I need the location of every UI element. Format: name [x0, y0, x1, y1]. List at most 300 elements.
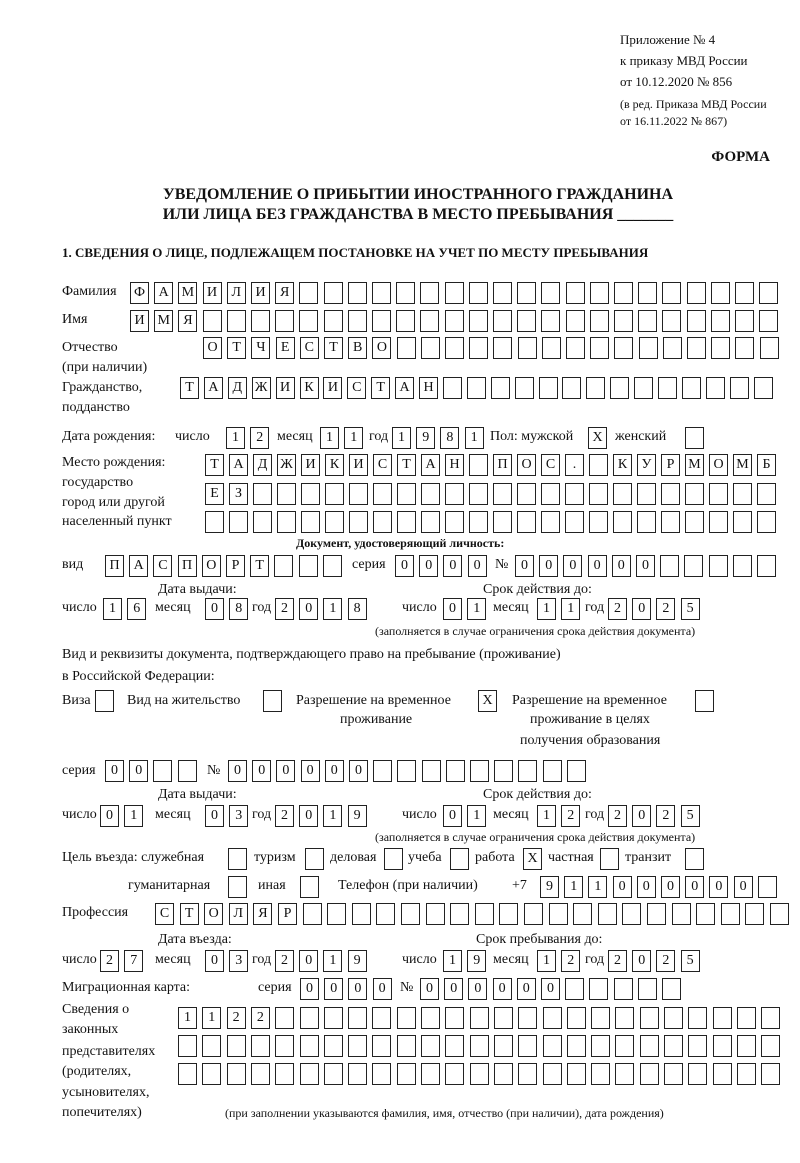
profession-cell[interactable]: Р	[278, 903, 297, 925]
mc-number-cell[interactable]	[638, 978, 657, 1000]
reps-cell[interactable]	[615, 1035, 634, 1057]
reps-cell[interactable]	[761, 1063, 780, 1085]
reps-cell[interactable]	[251, 1063, 270, 1085]
reps-cell[interactable]	[591, 1035, 610, 1057]
reps-cell[interactable]	[275, 1063, 294, 1085]
temp-edu-checkbox[interactable]	[695, 690, 714, 712]
purpose-work-checkbox[interactable]: X	[523, 848, 542, 870]
reps-cell[interactable]	[348, 1007, 367, 1029]
surname-cell[interactable]	[614, 282, 633, 304]
purpose-official-checkbox[interactable]	[228, 848, 247, 870]
birth-month-cell[interactable]: 1	[344, 427, 363, 449]
reps-cell[interactable]	[688, 1007, 707, 1029]
birth-place-cell[interactable]	[493, 483, 512, 505]
surname-cell[interactable]	[590, 282, 609, 304]
reps-cell[interactable]	[591, 1063, 610, 1085]
stay-until-day-cell[interactable]: 9	[467, 950, 486, 972]
stay-number-cell[interactable]: 0	[325, 760, 344, 782]
valid-day-cell[interactable]: 0	[443, 598, 462, 620]
phone-cell[interactable]: 0	[709, 876, 728, 898]
citizenship-cell[interactable]: А	[204, 377, 223, 399]
reps-cell[interactable]	[543, 1035, 562, 1057]
stay-number-cell[interactable]	[518, 760, 537, 782]
stay-until-year-cell[interactable]: 2	[608, 950, 627, 972]
issue-year-cell[interactable]: 0	[299, 598, 318, 620]
name-cell[interactable]	[711, 310, 730, 332]
surname-cell[interactable]	[711, 282, 730, 304]
purpose-study-checkbox[interactable]	[450, 848, 469, 870]
profession-cell[interactable]	[770, 903, 789, 925]
citizenship-cell[interactable]: А	[395, 377, 414, 399]
stay-number-cell[interactable]	[567, 760, 586, 782]
birth-place-cell[interactable]	[757, 511, 776, 533]
purpose-humanitarian-checkbox[interactable]	[228, 876, 247, 898]
patronymic-cell[interactable]	[639, 337, 658, 359]
stay-number-cell[interactable]	[470, 760, 489, 782]
profession-cell[interactable]	[696, 903, 715, 925]
entry-year-cell[interactable]: 0	[299, 950, 318, 972]
id-kind-cell[interactable]: П	[105, 555, 124, 577]
valid-day-cell[interactable]: 0	[443, 805, 462, 827]
citizenship-cell[interactable]: Т	[180, 377, 199, 399]
birth-place-cell[interactable]	[637, 511, 656, 533]
mc-number-cell[interactable]: 0	[541, 978, 560, 1000]
phone-cell[interactable]	[758, 876, 777, 898]
issue-month-cell[interactable]: 0	[205, 805, 224, 827]
patronymic-cell[interactable]	[566, 337, 585, 359]
entry-day-cell[interactable]: 2	[100, 950, 119, 972]
reps-cell[interactable]	[713, 1035, 732, 1057]
citizenship-cell[interactable]	[658, 377, 677, 399]
id-number-cell[interactable]: 0	[539, 555, 558, 577]
reps-cell[interactable]: 1	[178, 1007, 197, 1029]
valid-day-cell[interactable]: 1	[467, 805, 486, 827]
birth-place-cell[interactable]	[373, 483, 392, 505]
birth-place-cell[interactable]	[517, 483, 536, 505]
reps-cell[interactable]	[761, 1035, 780, 1057]
reps-cell[interactable]	[640, 1035, 659, 1057]
birth-place-cell[interactable]: Т	[205, 454, 224, 476]
surname-cell[interactable]	[299, 282, 318, 304]
reps-cell[interactable]	[372, 1063, 391, 1085]
profession-cell[interactable]	[499, 903, 518, 925]
surname-cell[interactable]	[759, 282, 778, 304]
reps-cell[interactable]	[470, 1007, 489, 1029]
stay-until-year-cell[interactable]: 2	[656, 950, 675, 972]
reps-cell[interactable]	[324, 1063, 343, 1085]
reps-cell[interactable]	[421, 1035, 440, 1057]
patronymic-cell[interactable]: Т	[324, 337, 343, 359]
reps-cell[interactable]	[640, 1007, 659, 1029]
birth-place-cell[interactable]: О	[709, 454, 728, 476]
citizenship-cell[interactable]: Д	[228, 377, 247, 399]
reps-cell[interactable]	[688, 1063, 707, 1085]
id-kind-cell[interactable]	[274, 555, 293, 577]
phone-cell[interactable]: 0	[661, 876, 680, 898]
stay-series-cell[interactable]	[153, 760, 172, 782]
valid-year-cell[interactable]: 5	[681, 805, 700, 827]
id-kind-cell[interactable]: А	[129, 555, 148, 577]
birth-year-cell[interactable]: 8	[440, 427, 459, 449]
profession-cell[interactable]: Я	[253, 903, 272, 925]
reps-cell[interactable]	[761, 1007, 780, 1029]
reps-cell[interactable]	[494, 1063, 513, 1085]
reps-cell[interactable]	[445, 1035, 464, 1057]
reps-cell[interactable]	[713, 1063, 732, 1085]
patronymic-cell[interactable]	[590, 337, 609, 359]
birth-place-cell[interactable]: И	[349, 454, 368, 476]
reps-cell[interactable]	[300, 1035, 319, 1057]
birth-place-cell[interactable]: Т	[397, 454, 416, 476]
reps-cell[interactable]	[178, 1063, 197, 1085]
reps-cell[interactable]	[178, 1035, 197, 1057]
issue-year-cell[interactable]: 9	[348, 805, 367, 827]
birth-day-cell[interactable]: 2	[250, 427, 269, 449]
stay-until-year-cell[interactable]: 5	[681, 950, 700, 972]
surname-cell[interactable]	[541, 282, 560, 304]
profession-cell[interactable]	[475, 903, 494, 925]
id-kind-cell[interactable]: Т	[250, 555, 269, 577]
entry-month-cell[interactable]: 3	[229, 950, 248, 972]
valid-month-cell[interactable]: 1	[561, 598, 580, 620]
surname-cell[interactable]	[566, 282, 585, 304]
birth-place-cell[interactable]	[589, 454, 608, 476]
reps-cell[interactable]	[227, 1063, 246, 1085]
reps-cell[interactable]	[494, 1007, 513, 1029]
reps-cell[interactable]	[737, 1035, 756, 1057]
reps-cell[interactable]	[543, 1007, 562, 1029]
id-number-cell[interactable]: 0	[563, 555, 582, 577]
entry-month-cell[interactable]: 0	[205, 950, 224, 972]
id-number-cell[interactable]: 0	[636, 555, 655, 577]
id-number-cell[interactable]: 0	[515, 555, 534, 577]
patronymic-cell[interactable]: Е	[276, 337, 295, 359]
reps-cell[interactable]	[421, 1007, 440, 1029]
birth-place-cell[interactable]	[565, 483, 584, 505]
citizenship-cell[interactable]: И	[323, 377, 342, 399]
issue-year-cell[interactable]: 1	[323, 805, 342, 827]
citizenship-cell[interactable]	[706, 377, 725, 399]
reps-cell[interactable]	[713, 1007, 732, 1029]
profession-cell[interactable]	[549, 903, 568, 925]
birth-place-cell[interactable]	[637, 483, 656, 505]
surname-cell[interactable]	[420, 282, 439, 304]
stay-until-year-cell[interactable]: 0	[632, 950, 651, 972]
mc-series-cell[interactable]: 0	[324, 978, 343, 1000]
reps-cell[interactable]	[397, 1007, 416, 1029]
reps-cell[interactable]	[664, 1035, 683, 1057]
patronymic-cell[interactable]	[663, 337, 682, 359]
reps-cell[interactable]	[397, 1063, 416, 1085]
entry-year-cell[interactable]: 9	[348, 950, 367, 972]
patronymic-cell[interactable]	[760, 337, 779, 359]
citizenship-cell[interactable]	[491, 377, 510, 399]
surname-cell[interactable]	[687, 282, 706, 304]
visa-checkbox[interactable]	[95, 690, 114, 712]
birth-place-cell[interactable]	[397, 511, 416, 533]
reps-cell[interactable]	[664, 1063, 683, 1085]
reps-cell[interactable]	[445, 1007, 464, 1029]
phone-cell[interactable]: 0	[685, 876, 704, 898]
stay-number-cell[interactable]	[373, 760, 392, 782]
birth-place-cell[interactable]	[541, 483, 560, 505]
mc-number-cell[interactable]	[614, 978, 633, 1000]
reps-cell[interactable]	[615, 1007, 634, 1029]
name-cell[interactable]	[493, 310, 512, 332]
valid-year-cell[interactable]: 0	[632, 805, 651, 827]
birth-place-cell[interactable]	[421, 483, 440, 505]
phone-cell[interactable]: 0	[613, 876, 632, 898]
name-cell[interactable]	[541, 310, 560, 332]
name-cell[interactable]	[275, 310, 294, 332]
birth-place-cell[interactable]	[685, 511, 704, 533]
valid-month-cell[interactable]: 2	[561, 805, 580, 827]
birth-place-cell[interactable]	[565, 511, 584, 533]
birth-place-cell[interactable]: Е	[205, 483, 224, 505]
patronymic-cell[interactable]	[735, 337, 754, 359]
reps-cell[interactable]	[737, 1063, 756, 1085]
birth-place-cell[interactable]	[253, 483, 272, 505]
citizenship-cell[interactable]: Ж	[252, 377, 271, 399]
stay-number-cell[interactable]	[446, 760, 465, 782]
profession-cell[interactable]	[303, 903, 322, 925]
id-series-cell[interactable]: 0	[443, 555, 462, 577]
birth-place-cell[interactable]	[205, 511, 224, 533]
id-series-cell[interactable]: 0	[468, 555, 487, 577]
patronymic-cell[interactable]	[469, 337, 488, 359]
birth-place-cell[interactable]: А	[421, 454, 440, 476]
entry-year-cell[interactable]: 2	[275, 950, 294, 972]
birth-place-cell[interactable]: М	[685, 454, 704, 476]
stay-number-cell[interactable]	[397, 760, 416, 782]
profession-cell[interactable]	[745, 903, 764, 925]
valid-month-cell[interactable]: 1	[537, 598, 556, 620]
reps-cell[interactable]	[275, 1035, 294, 1057]
reps-cell[interactable]	[567, 1007, 586, 1029]
surname-cell[interactable]: Ф	[130, 282, 149, 304]
surname-cell[interactable]	[445, 282, 464, 304]
valid-year-cell[interactable]: 0	[632, 598, 651, 620]
surname-cell[interactable]	[348, 282, 367, 304]
issue-year-cell[interactable]: 2	[275, 598, 294, 620]
reps-cell[interactable]	[324, 1007, 343, 1029]
mc-number-cell[interactable]: 0	[444, 978, 463, 1000]
birth-place-cell[interactable]	[325, 483, 344, 505]
mc-number-cell[interactable]: 0	[468, 978, 487, 1000]
profession-cell[interactable]	[524, 903, 543, 925]
citizenship-cell[interactable]	[754, 377, 773, 399]
reps-cell[interactable]	[615, 1063, 634, 1085]
birth-place-cell[interactable]: С	[541, 454, 560, 476]
birth-place-cell[interactable]	[613, 483, 632, 505]
reps-cell[interactable]	[300, 1007, 319, 1029]
name-cell[interactable]	[251, 310, 270, 332]
birth-place-cell[interactable]	[541, 511, 560, 533]
phone-cell[interactable]: 1	[588, 876, 607, 898]
surname-cell[interactable]	[517, 282, 536, 304]
reps-cell[interactable]	[275, 1007, 294, 1029]
purpose-transit-checkbox[interactable]	[685, 848, 704, 870]
stay-until-month-cell[interactable]: 1	[537, 950, 556, 972]
birth-place-cell[interactable]	[229, 511, 248, 533]
reps-cell[interactable]	[421, 1063, 440, 1085]
profession-cell[interactable]	[672, 903, 691, 925]
stay-number-cell[interactable]: 0	[252, 760, 271, 782]
birth-place-cell[interactable]: Р	[661, 454, 680, 476]
phone-cell[interactable]: 0	[734, 876, 753, 898]
surname-cell[interactable]	[372, 282, 391, 304]
birth-place-cell[interactable]	[277, 511, 296, 533]
purpose-private-checkbox[interactable]	[600, 848, 619, 870]
citizenship-cell[interactable]	[539, 377, 558, 399]
surname-cell[interactable]: Я	[275, 282, 294, 304]
birth-place-cell[interactable]: З	[229, 483, 248, 505]
birth-place-cell[interactable]	[397, 483, 416, 505]
birth-place-cell[interactable]	[349, 511, 368, 533]
birth-place-cell[interactable]	[445, 511, 464, 533]
mc-number-cell[interactable]: 0	[517, 978, 536, 1000]
name-cell[interactable]	[420, 310, 439, 332]
reps-cell[interactable]	[567, 1063, 586, 1085]
citizenship-cell[interactable]	[610, 377, 629, 399]
purpose-business-checkbox[interactable]	[384, 848, 403, 870]
name-cell[interactable]: Я	[178, 310, 197, 332]
reps-cell[interactable]	[445, 1063, 464, 1085]
birth-place-cell[interactable]: П	[493, 454, 512, 476]
surname-cell[interactable]: И	[251, 282, 270, 304]
birth-place-cell[interactable]	[517, 511, 536, 533]
id-number-cell[interactable]	[709, 555, 728, 577]
stay-number-cell[interactable]: 0	[301, 760, 320, 782]
stay-number-cell[interactable]	[494, 760, 513, 782]
patronymic-cell[interactable]	[542, 337, 561, 359]
id-number-cell[interactable]	[757, 555, 776, 577]
birth-place-cell[interactable]	[445, 483, 464, 505]
birth-place-cell[interactable]: О	[517, 454, 536, 476]
reps-cell[interactable]	[737, 1007, 756, 1029]
issue-year-cell[interactable]: 0	[299, 805, 318, 827]
profession-cell[interactable]	[327, 903, 346, 925]
reps-cell[interactable]	[202, 1035, 221, 1057]
reps-cell[interactable]	[640, 1063, 659, 1085]
birth-place-cell[interactable]: К	[613, 454, 632, 476]
reps-cell[interactable]	[518, 1035, 537, 1057]
surname-cell[interactable]	[638, 282, 657, 304]
patronymic-cell[interactable]	[445, 337, 464, 359]
citizenship-cell[interactable]	[682, 377, 701, 399]
birth-place-cell[interactable]	[469, 483, 488, 505]
stay-series-cell[interactable]: 0	[129, 760, 148, 782]
mc-number-cell[interactable]	[565, 978, 584, 1000]
surname-cell[interactable]	[396, 282, 415, 304]
name-cell[interactable]	[227, 310, 246, 332]
reps-cell[interactable]	[372, 1035, 391, 1057]
name-cell[interactable]	[759, 310, 778, 332]
name-cell[interactable]	[638, 310, 657, 332]
surname-cell[interactable]: И	[203, 282, 222, 304]
citizenship-cell[interactable]: К	[300, 377, 319, 399]
stay-series-cell[interactable]	[178, 760, 197, 782]
mc-number-cell[interactable]: 0	[420, 978, 439, 1000]
residence-checkbox[interactable]	[263, 690, 282, 712]
profession-cell[interactable]	[573, 903, 592, 925]
citizenship-cell[interactable]	[562, 377, 581, 399]
birth-place-cell[interactable]: Ж	[277, 454, 296, 476]
birth-place-cell[interactable]	[421, 511, 440, 533]
profession-cell[interactable]: О	[204, 903, 223, 925]
birth-place-cell[interactable]	[325, 511, 344, 533]
mc-series-cell[interactable]: 0	[300, 978, 319, 1000]
birth-place-cell[interactable]	[757, 483, 776, 505]
name-cell[interactable]	[517, 310, 536, 332]
citizenship-cell[interactable]	[730, 377, 749, 399]
patronymic-cell[interactable]: С	[300, 337, 319, 359]
name-cell[interactable]	[396, 310, 415, 332]
surname-cell[interactable]: М	[178, 282, 197, 304]
mc-number-cell[interactable]	[589, 978, 608, 1000]
mc-number-cell[interactable]	[662, 978, 681, 1000]
surname-cell[interactable]	[469, 282, 488, 304]
stay-number-cell[interactable]	[543, 760, 562, 782]
birth-place-cell[interactable]	[685, 483, 704, 505]
reps-cell[interactable]	[372, 1007, 391, 1029]
citizenship-cell[interactable]: Т	[371, 377, 390, 399]
issue-year-cell[interactable]: 2	[275, 805, 294, 827]
patronymic-cell[interactable]	[397, 337, 416, 359]
birth-day-cell[interactable]: 1	[226, 427, 245, 449]
birth-year-cell[interactable]: 1	[392, 427, 411, 449]
name-cell[interactable]	[735, 310, 754, 332]
stay-until-day-cell[interactable]: 1	[443, 950, 462, 972]
patronymic-cell[interactable]: О	[203, 337, 222, 359]
surname-cell[interactable]: А	[154, 282, 173, 304]
birth-month-cell[interactable]: 1	[320, 427, 339, 449]
name-cell[interactable]	[203, 310, 222, 332]
patronymic-cell[interactable]	[421, 337, 440, 359]
birth-place-cell[interactable]	[613, 511, 632, 533]
name-cell[interactable]	[687, 310, 706, 332]
name-cell[interactable]	[348, 310, 367, 332]
phone-cell[interactable]: 0	[637, 876, 656, 898]
id-kind-cell[interactable]: О	[202, 555, 221, 577]
stay-number-cell[interactable]: 0	[276, 760, 295, 782]
profession-cell[interactable]	[426, 903, 445, 925]
reps-cell[interactable]	[300, 1063, 319, 1085]
reps-cell[interactable]	[202, 1063, 221, 1085]
sex-female-checkbox[interactable]	[685, 427, 704, 449]
citizenship-cell[interactable]: Н	[419, 377, 438, 399]
birth-place-cell[interactable]	[661, 483, 680, 505]
sex-male-checkbox[interactable]: X	[588, 427, 607, 449]
issue-day-cell[interactable]: 0	[100, 805, 119, 827]
valid-year-cell[interactable]: 2	[656, 805, 675, 827]
reps-cell[interactable]	[518, 1007, 537, 1029]
id-kind-cell[interactable]: Р	[226, 555, 245, 577]
mc-number-cell[interactable]: 0	[493, 978, 512, 1000]
profession-cell[interactable]	[647, 903, 666, 925]
issue-day-cell[interactable]: 1	[124, 805, 143, 827]
reps-cell[interactable]	[348, 1063, 367, 1085]
id-number-cell[interactable]	[660, 555, 679, 577]
profession-cell[interactable]	[401, 903, 420, 925]
patronymic-cell[interactable]: Ч	[251, 337, 270, 359]
name-cell[interactable]	[324, 310, 343, 332]
profession-cell[interactable]: С	[155, 903, 174, 925]
valid-day-cell[interactable]: 1	[467, 598, 486, 620]
id-kind-cell[interactable]: С	[153, 555, 172, 577]
valid-year-cell[interactable]: 2	[656, 598, 675, 620]
profession-cell[interactable]	[721, 903, 740, 925]
